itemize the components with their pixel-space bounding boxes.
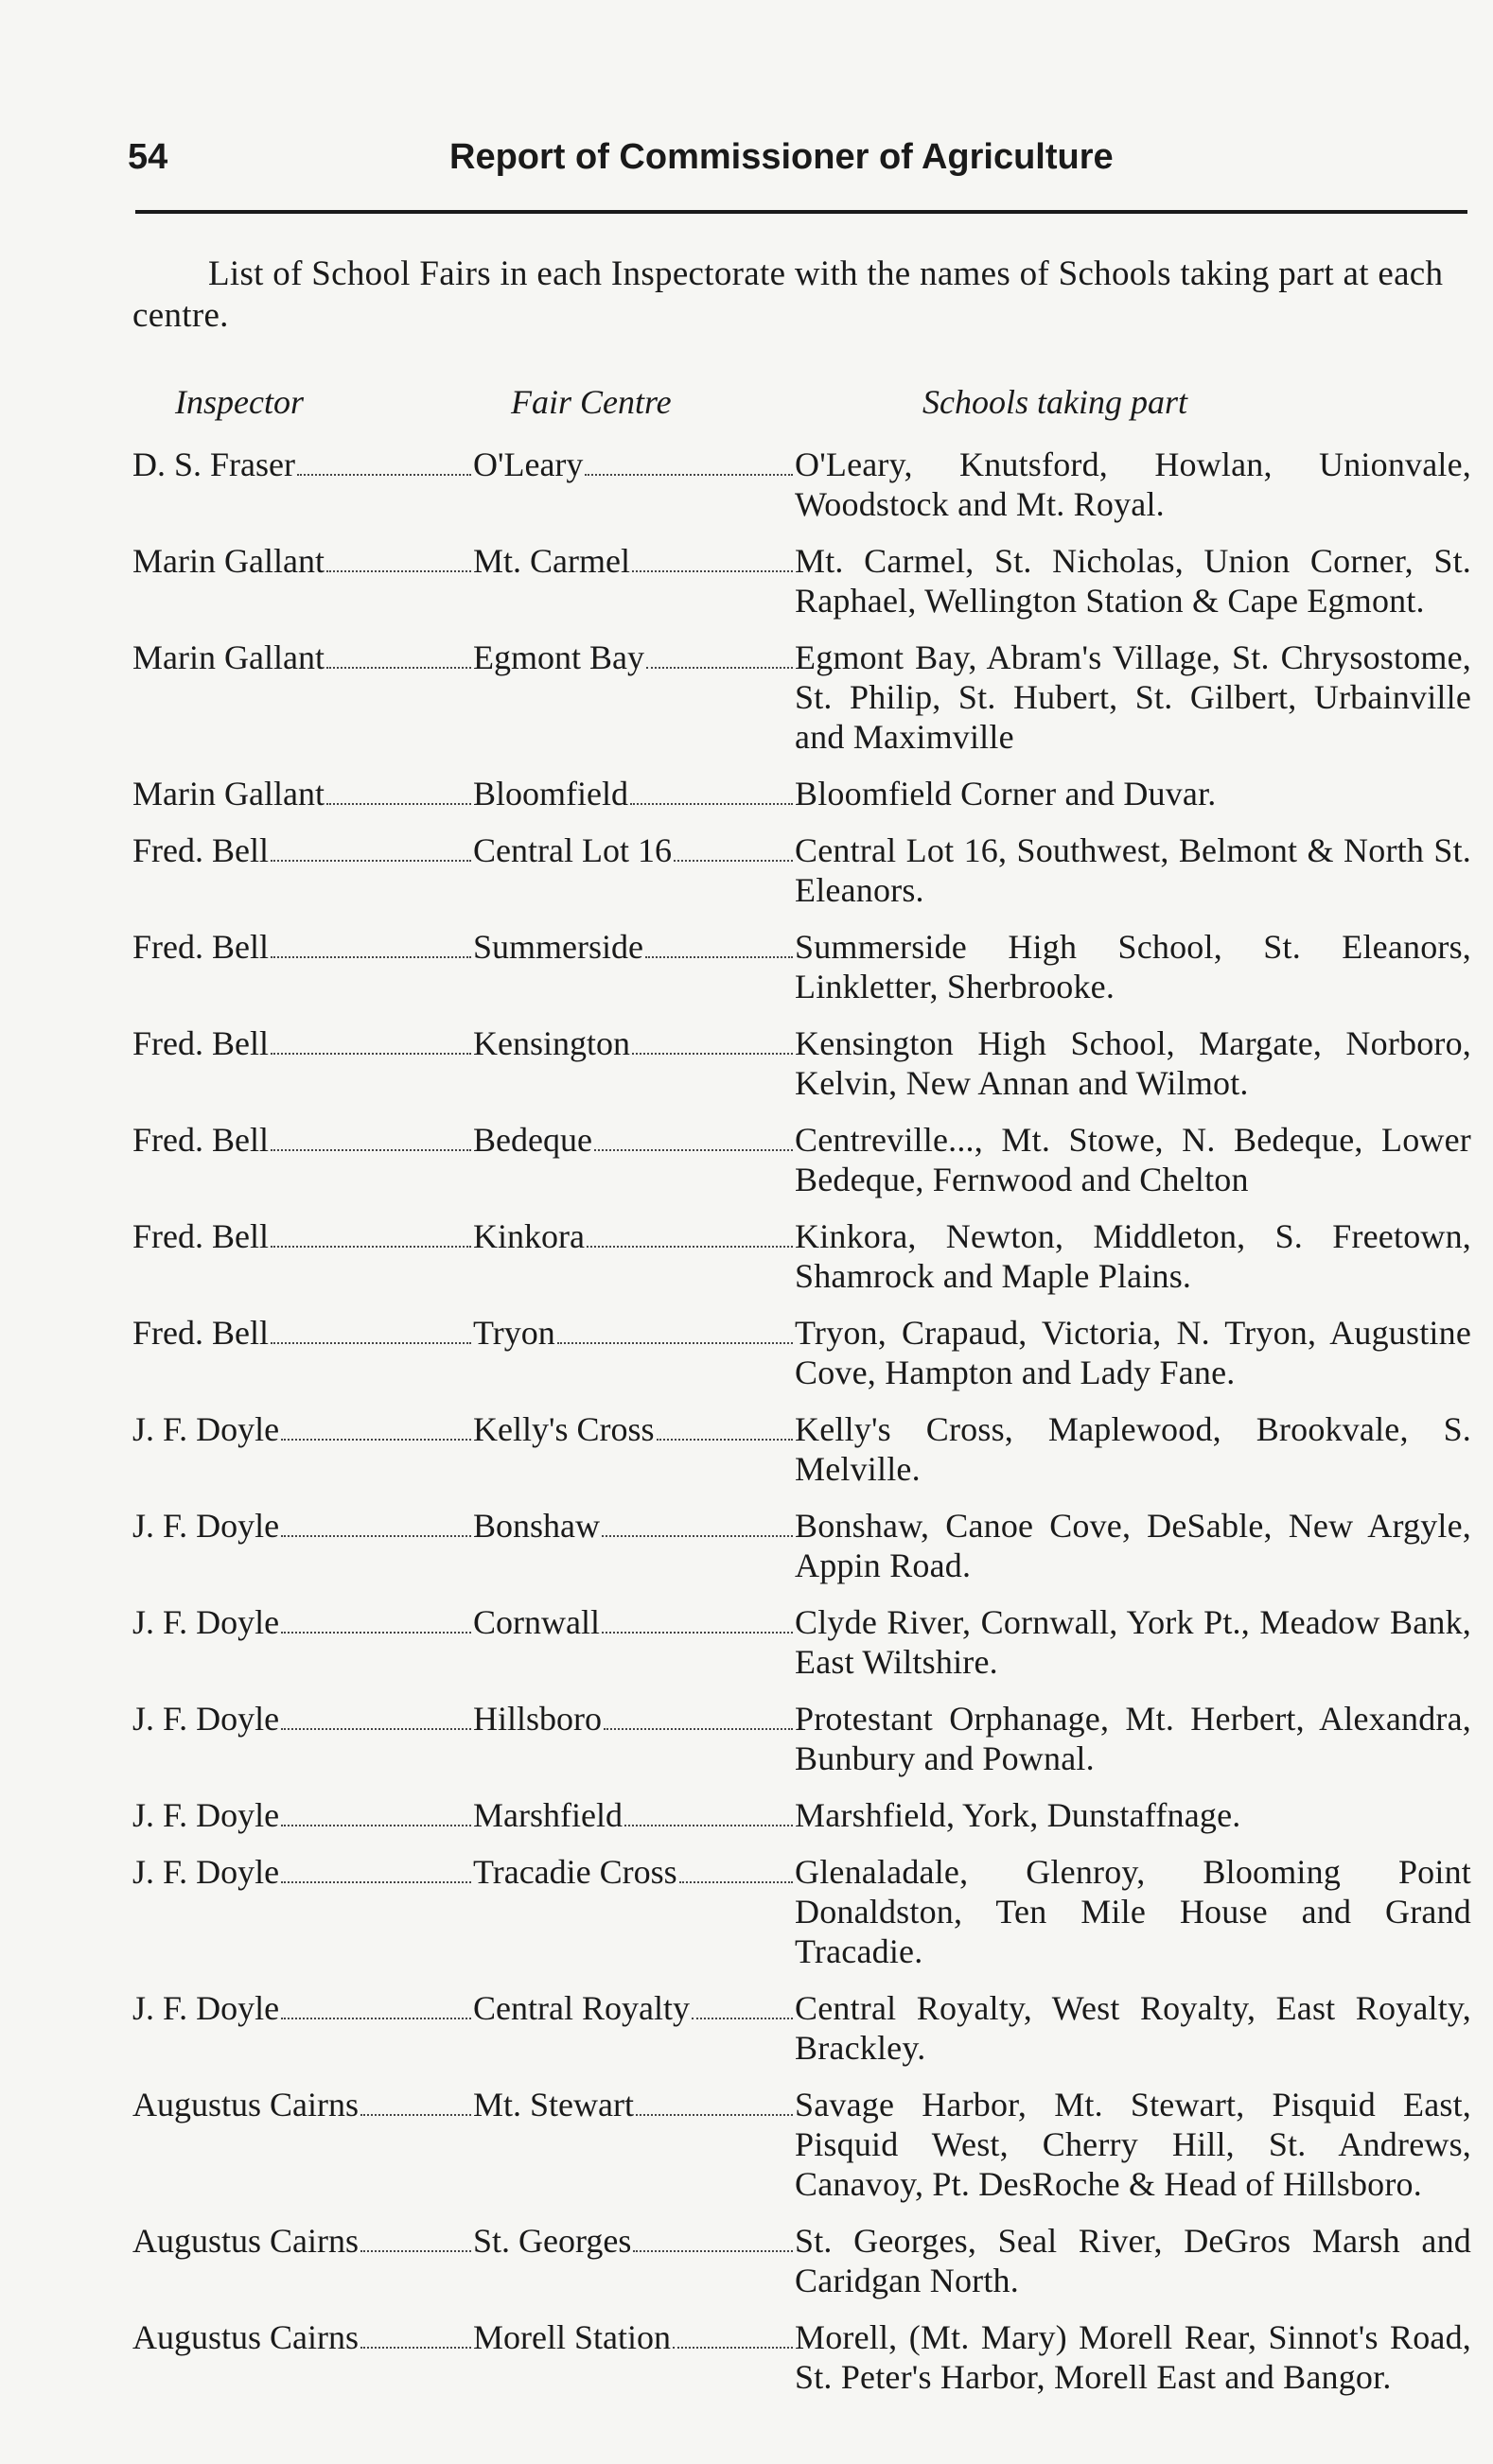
inspector-cell bbox=[132, 1852, 473, 1971]
schools-cell: Kelly's Cross, Maplewood, Brookvale, S. Melville. bbox=[795, 1410, 1471, 1488]
intro-paragraph: List of School Fairs in each Inspectorate with the names of Schools taking part at each centre. bbox=[132, 254, 1444, 335]
dot-leader bbox=[271, 1342, 471, 1344]
fair-centre-cell bbox=[473, 1602, 795, 1682]
inspector-cell bbox=[132, 1506, 473, 1585]
schools-cell: Bonshaw, Canoe Cove, DeSable, New Argyle, Appin Road. bbox=[795, 1507, 1471, 1584]
fair-centre-name: O'Leary bbox=[473, 446, 584, 483]
page-number: 54 bbox=[128, 137, 168, 177]
column-header-inspector: Inspector bbox=[175, 383, 304, 421]
inspector-name: Fred. Bell bbox=[132, 1314, 269, 1352]
page-header bbox=[128, 137, 1462, 194]
dot-leader bbox=[657, 1439, 794, 1441]
table-row bbox=[132, 830, 1471, 910]
table-row bbox=[132, 2085, 1471, 2204]
fair-centre-name: Kinkora bbox=[473, 1217, 585, 1255]
schools-cell: Clyde River, Cornwall, York Pt., Meadow Bank, East Wiltshire. bbox=[795, 1603, 1471, 1681]
schools-cell: Bloomfield Corner and Duvar. bbox=[795, 775, 1217, 813]
table-row bbox=[132, 1023, 1471, 1103]
fair-centre-name: Cornwall bbox=[473, 1603, 600, 1641]
inspector-cell bbox=[132, 2221, 473, 2300]
inspector-name: Fred. Bell bbox=[132, 928, 269, 966]
dot-leader bbox=[281, 1535, 471, 1537]
schools-cell: Morell, (Mt. Mary) Morell Rear, Sinnot's Road, St. Peter's Harbor, Morell East and Bangor. bbox=[795, 2318, 1471, 2396]
inspector-cell bbox=[132, 1120, 473, 1199]
dot-leader bbox=[585, 474, 793, 476]
table-row bbox=[132, 1795, 1471, 1835]
fair-centre-name: Bonshaw bbox=[473, 1507, 600, 1545]
dot-leader bbox=[297, 474, 471, 476]
inspector-cell bbox=[132, 2085, 473, 2204]
schools-cell: Marshfield, York, Dunstaffnage. bbox=[795, 1796, 1241, 1834]
fair-centre-name: St. Georges bbox=[473, 2222, 632, 2260]
fair-centre-cell bbox=[473, 1795, 795, 1835]
dot-leader bbox=[326, 570, 471, 572]
inspector-cell bbox=[132, 1409, 473, 1489]
table-row bbox=[132, 1988, 1471, 2068]
inspector-cell bbox=[132, 927, 473, 1006]
dot-leader bbox=[645, 956, 793, 958]
dot-leader bbox=[271, 860, 471, 862]
dot-leader bbox=[557, 1342, 793, 1344]
inspector-name: J. F. Doyle bbox=[132, 1796, 280, 1834]
inspector-cell bbox=[132, 1699, 473, 1778]
fair-centre-cell bbox=[473, 1023, 795, 1103]
dot-leader bbox=[271, 1149, 471, 1151]
fair-centre-name: Tryon bbox=[473, 1314, 555, 1352]
inspector-name: J. F. Doyle bbox=[132, 1603, 280, 1641]
table-row bbox=[132, 1409, 1471, 1489]
dot-leader bbox=[281, 1439, 471, 1441]
dot-leader bbox=[281, 1632, 471, 1634]
inspector-cell bbox=[132, 1313, 473, 1392]
fair-centre-cell bbox=[473, 445, 795, 524]
schools-cell: Kinkora, Newton, Middleton, S. Freetown, Shamrock and Maple Plains. bbox=[795, 1217, 1471, 1295]
schools-cell: Centreville..., Mt. Stowe, N. Bedeque, Lower Bedeque, Fernwood and Chelton bbox=[795, 1121, 1471, 1198]
school-fairs-table bbox=[132, 445, 1471, 2414]
dot-leader bbox=[326, 667, 471, 669]
dot-leader bbox=[673, 2347, 793, 2349]
fair-centre-name: Egmont Bay bbox=[473, 638, 644, 676]
table-row bbox=[132, 1852, 1471, 1971]
fair-centre-cell bbox=[473, 2317, 795, 2397]
dot-leader bbox=[271, 956, 471, 958]
table-row bbox=[132, 1699, 1471, 1778]
schools-cell: O'Leary, Knutsford, Howlan, Unionvale, Woodstock and Mt. Royal. bbox=[795, 446, 1471, 523]
dot-leader bbox=[281, 1728, 471, 1730]
fair-centre-cell bbox=[473, 2221, 795, 2300]
schools-cell: Glenaladale, Glenroy, Blooming Point Donaldston, Ten Mile House and Grand Tracadie. bbox=[795, 1853, 1471, 1970]
inspector-cell bbox=[132, 1216, 473, 1296]
dot-leader bbox=[587, 1246, 793, 1248]
fair-centre-cell bbox=[473, 1216, 795, 1296]
table-row bbox=[132, 1216, 1471, 1296]
inspector-cell bbox=[132, 1988, 473, 2068]
fair-centre-name: Kelly's Cross bbox=[473, 1410, 655, 1448]
schools-cell: Central Lot 16, Southwest, Belmont & North St. Eleanors. bbox=[795, 831, 1471, 909]
table-row bbox=[132, 541, 1471, 620]
dot-leader bbox=[632, 1053, 793, 1055]
inspector-name: D. S. Fraser bbox=[132, 446, 295, 483]
fair-centre-name: Mt. Stewart bbox=[473, 2086, 634, 2123]
table-row bbox=[132, 2221, 1471, 2300]
dot-leader bbox=[594, 1149, 793, 1151]
inspector-name: Marin Gallant bbox=[132, 542, 325, 580]
inspector-name: J. F. Doyle bbox=[132, 1410, 280, 1448]
dot-leader bbox=[281, 1881, 471, 1883]
inspector-cell bbox=[132, 541, 473, 620]
fair-centre-cell bbox=[473, 541, 795, 620]
fair-centre-name: Mt. Carmel bbox=[473, 542, 630, 580]
column-header-fair-centre: Fair Centre bbox=[511, 383, 672, 421]
inspector-name: Augustus Cairns bbox=[132, 2222, 360, 2260]
fair-centre-name: Marshfield bbox=[473, 1796, 623, 1834]
fair-centre-cell bbox=[473, 774, 795, 813]
inspector-name: Augustus Cairns bbox=[132, 2318, 360, 2356]
table-row bbox=[132, 1313, 1471, 1392]
fair-centre-name: Morell Station bbox=[473, 2318, 671, 2356]
fair-centre-cell bbox=[473, 927, 795, 1006]
fair-centre-cell bbox=[473, 1409, 795, 1489]
schools-cell: Mt. Carmel, St. Nicholas, Union Corner, St. Raphael, Wellington Station & Cape Egmont. bbox=[795, 542, 1471, 620]
fair-centre-cell bbox=[473, 1699, 795, 1778]
column-header-schools: Schools taking part bbox=[922, 383, 1187, 421]
dot-leader bbox=[646, 667, 793, 669]
dot-leader bbox=[692, 2018, 793, 2019]
dot-leader bbox=[630, 803, 793, 805]
running-title: Report of Commissioner of Agriculture bbox=[449, 137, 1114, 177]
schools-cell: Tryon, Crapaud, Victoria, N. Tryon, Augustine Cove, Hampton and Lady Fane. bbox=[795, 1314, 1471, 1391]
inspector-name: Fred. Bell bbox=[132, 831, 269, 869]
table-row bbox=[132, 1506, 1471, 1585]
header-rule bbox=[135, 210, 1467, 214]
inspector-name: Marin Gallant bbox=[132, 638, 325, 676]
dot-leader bbox=[360, 2347, 471, 2349]
fair-centre-name: Bedeque bbox=[473, 1121, 592, 1159]
inspector-name: Fred. Bell bbox=[132, 1121, 269, 1159]
table-row bbox=[132, 774, 1471, 813]
dot-leader bbox=[271, 1053, 471, 1055]
schools-cell: Summerside High School, St. Eleanors, Linkletter, Sherbrooke. bbox=[795, 928, 1471, 1005]
fair-centre-cell bbox=[473, 638, 795, 757]
dot-leader bbox=[633, 2250, 793, 2252]
inspector-name: Marin Gallant bbox=[132, 775, 325, 813]
dot-leader bbox=[360, 2114, 471, 2116]
inspector-name: Augustus Cairns bbox=[132, 2086, 360, 2123]
table-row bbox=[132, 927, 1471, 1006]
inspector-cell bbox=[132, 2317, 473, 2397]
inspector-cell bbox=[132, 1795, 473, 1835]
dot-leader bbox=[674, 860, 793, 862]
inspector-cell bbox=[132, 638, 473, 757]
schools-cell: Central Royalty, West Royalty, East Royalty, Brackley. bbox=[795, 1989, 1471, 2067]
dot-leader bbox=[281, 1825, 471, 1826]
dot-leader bbox=[636, 2114, 793, 2116]
fair-centre-name: Tracadie Cross bbox=[473, 1853, 677, 1891]
table-row bbox=[132, 445, 1471, 524]
schools-cell: St. Georges, Seal River, DeGros Marsh and Caridgan North. bbox=[795, 2222, 1471, 2299]
fair-centre-name: Central Lot 16 bbox=[473, 831, 672, 869]
inspector-cell bbox=[132, 445, 473, 524]
fair-centre-cell bbox=[473, 1313, 795, 1392]
inspector-name: Fred. Bell bbox=[132, 1217, 269, 1255]
dot-leader bbox=[602, 1535, 793, 1537]
fair-centre-name: Bloomfield bbox=[473, 775, 628, 813]
inspector-name: Fred. Bell bbox=[132, 1024, 269, 1062]
fair-centre-name: Hillsboro bbox=[473, 1700, 603, 1738]
table-row bbox=[132, 638, 1471, 757]
fair-centre-cell bbox=[473, 1506, 795, 1585]
inspector-name: J. F. Doyle bbox=[132, 1507, 280, 1545]
inspector-cell bbox=[132, 1023, 473, 1103]
dot-leader bbox=[632, 570, 793, 572]
dot-leader bbox=[360, 2250, 471, 2252]
dot-leader bbox=[624, 1825, 793, 1826]
inspector-cell bbox=[132, 1602, 473, 1682]
fair-centre-cell bbox=[473, 1120, 795, 1199]
fair-centre-name: Kensington bbox=[473, 1024, 630, 1062]
fair-centre-name: Summerside bbox=[473, 928, 643, 966]
inspector-cell bbox=[132, 774, 473, 813]
fair-centre-cell bbox=[473, 1988, 795, 2068]
table-row bbox=[132, 2317, 1471, 2397]
dot-leader bbox=[281, 2018, 471, 2019]
dot-leader bbox=[271, 1246, 471, 1248]
fair-centre-cell bbox=[473, 1852, 795, 1971]
fair-centre-cell bbox=[473, 2085, 795, 2204]
dot-leader bbox=[602, 1632, 793, 1634]
schools-cell: Protestant Orphanage, Mt. Herbert, Alexandra, Bunbury and Pownal. bbox=[795, 1700, 1471, 1777]
inspector-cell bbox=[132, 830, 473, 910]
schools-cell: Kensington High School, Margate, Norboro, Kelvin, New Annan and Wilmot. bbox=[795, 1024, 1471, 1102]
schools-cell: Savage Harbor, Mt. Stewart, Pisquid East, Pisquid West, Cherry Hill, St. Andrews, Canavoy, Pt. DesRoche & Head of Hillsboro. bbox=[795, 2086, 1471, 2203]
inspector-name: J. F. Doyle bbox=[132, 1853, 280, 1891]
dot-leader bbox=[326, 803, 471, 805]
inspector-name: J. F. Doyle bbox=[132, 1989, 280, 2027]
fair-centre-cell bbox=[473, 830, 795, 910]
fair-centre-name: Central Royalty bbox=[473, 1989, 690, 2027]
table-row bbox=[132, 1602, 1471, 1682]
table-row bbox=[132, 1120, 1471, 1199]
schools-cell: Egmont Bay, Abram's Village, St. Chrysostome, St. Philip, St. Hubert, St. Gilbert, Urbainville and Maximville bbox=[795, 638, 1471, 756]
dot-leader bbox=[679, 1881, 793, 1883]
inspector-name: J. F. Doyle bbox=[132, 1700, 280, 1738]
dot-leader bbox=[604, 1728, 793, 1730]
